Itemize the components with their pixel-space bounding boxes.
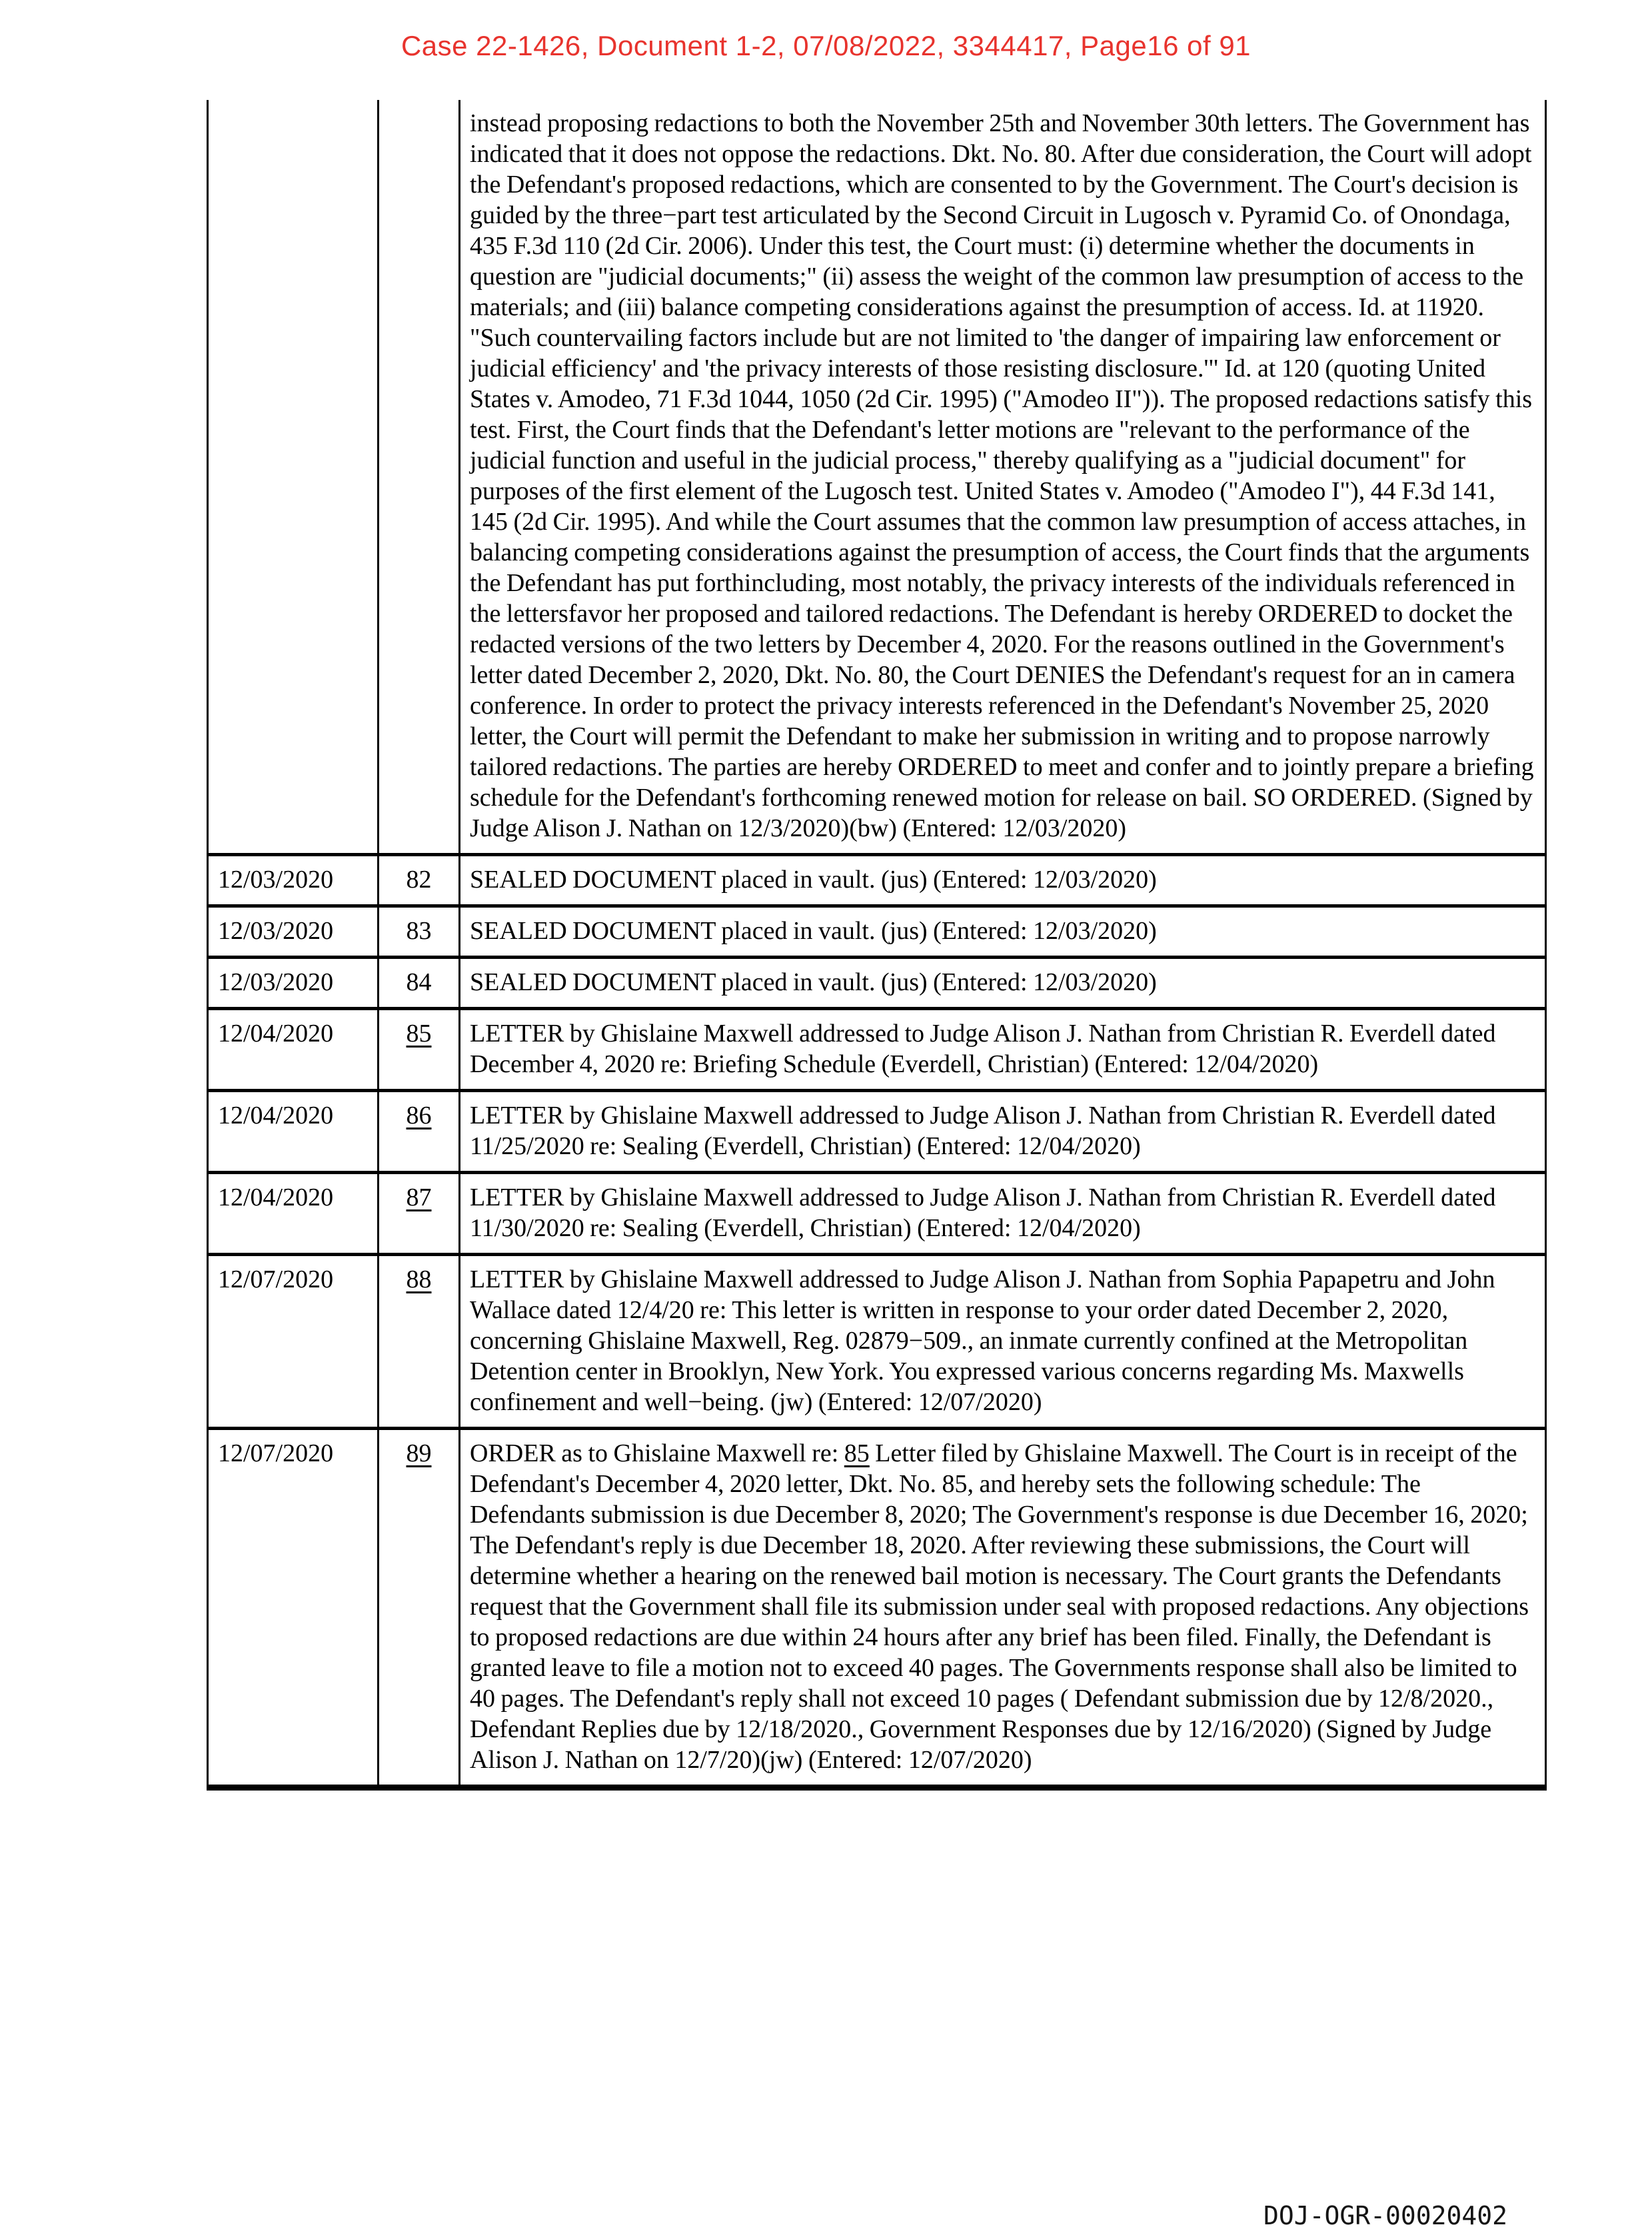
docket-row (208, 1009, 1546, 1091)
docket-row-date: 12/04/2020 (208, 1009, 379, 1091)
docket-row-date: 12/07/2020 (208, 1255, 379, 1429)
docket-entry-number-link[interactable]: 88 (406, 1265, 432, 1293)
docket-row (208, 1173, 1546, 1255)
docket-row-date (208, 100, 379, 855)
docket-entry-number-link[interactable]: 87 (406, 1183, 432, 1211)
docket-entry-number: 84 (406, 968, 432, 996)
description-text: LETTER by Ghislaine Maxwell addressed to Judge Alison J. Nathan from Sophia Papapetru and John Wallace dated 12/4/20 re: This letter is written in response to your order dated December 2, 2020, concerning Ghislaine Maxwell, Reg. 02879−509., an inmate currently confined at the Metropolitan Detention center in Brooklyn, New York. You expressed various concerns regarding Ms. Maxwells confinement and well−being. (jw) (Entered: 12/07/2020) (470, 1265, 1495, 1416)
description-text: SEALED DOCUMENT placed in vault. (jus) (Entered: 12/03/2020) (470, 968, 1157, 996)
docket-row-number-cell (379, 1173, 460, 1255)
description-text: SEALED DOCUMENT placed in vault. (jus) (Entered: 12/03/2020) (470, 866, 1157, 894)
docket-row-description (460, 855, 1546, 906)
docket-row-date: 12/07/2020 (208, 1429, 379, 1788)
docket-row-number-cell (379, 906, 460, 958)
description-text: instead proposing redactions to both the November 25th and November 30th letters. The Government has indicated that it does not oppose the redactions. Dkt. No. 80. After due consideration, the Court will adopt the Defendant's proposed redactions, which are consented to by the Government. The Court's decision is guided by the three−part test articulated by the Second Circuit in Lugosch v. Pyramid Co. of Onondaga, 435 F.3d 110 (2d Cir. 2006). Under this test, the Court must: (i) determine whether the documents in question are "judicial documents;" (ii) assess the weight of the common law presumption of access to the materials; and (iii) balance competing considerations against the presumption of access. Id. at 11920. "Such countervailing factors include but are not limited to 'the danger of impairing law enforcement or judicial efficiency' and 'the privacy interests of those resisting disclosure.'" Id. at 120 (quoting United States v. Amodeo, 71 F.3d 1044, 1050 (2d Cir. 1995) ("Amodeo II")). The proposed redactions satisfy this test. First, the Court finds that the Defendant's letter motions are "relevant to the performance of the judicial function and useful in the judicial process," thereby qualifying as a "judicial document" for purposes of the first element of the Lugosch test. United States v. Amodeo ("Amodeo I"), 44 F.3d 141, 145 (2d Cir. 1995). And while the Court assumes that the common law presumption of access attaches, in balancing competing considerations against the presumption of access, the Court finds that the arguments the Defendant has put forthincluding, most notably, the privacy interests of the individuals referenced in the lettersfavor her proposed and tailored redactions. The Defendant is hereby ORDERED to docket the redacted versions of the two letters by December 4, 2020. For the reasons outlined in the Government's letter dated December 2, 2020, Dkt. No. 80, the Court DENIES the Defendant's request for an in camera conference. In order to protect the privacy interests referenced in the Defendant's November 25, 2020 letter, the Court will permit the Defendant to make her submission in writing and to propose narrowly tailored redactions. The parties are hereby ORDERED to meet and confer and to jointly prepare a briefing schedule for the Defendant's forthcoming renewed motion for release on bail. SO ORDERED. (Signed by Judge Alison J. Nathan on 12/3/2020)(bw) (Entered: 12/03/2020) (470, 109, 1534, 842)
docket-row-date: 12/03/2020 (208, 958, 379, 1009)
docket-row (208, 1091, 1546, 1173)
docket-row (208, 100, 1546, 855)
docket-row-number-cell (379, 958, 460, 1009)
docket-entry-number: 83 (406, 917, 432, 945)
docket-row-description (460, 1009, 1546, 1091)
docket-table-container (207, 100, 1547, 1791)
docket-entry-number-link[interactable]: 89 (406, 1439, 432, 1467)
description-text: ORDER as to Ghislaine Maxwell re: (470, 1439, 844, 1467)
bates-stamp: DOJ-OGR-00020402 (1263, 2201, 1508, 2230)
docket-row (208, 958, 1546, 1009)
docket-entry-number-link[interactable]: 86 (406, 1102, 432, 1129)
docket-row-description (460, 958, 1546, 1009)
docket-row-date: 12/03/2020 (208, 855, 379, 906)
docket-table (207, 100, 1547, 1791)
description-text: SEALED DOCUMENT placed in vault. (jus) (Entered: 12/03/2020) (470, 917, 1157, 945)
docket-row (208, 1429, 1546, 1788)
docket-row-description (460, 1173, 1546, 1255)
docket-row-number-cell (379, 855, 460, 906)
description-text: LETTER by Ghislaine Maxwell addressed to Judge Alison J. Nathan from Christian R. Everdell dated 11/25/2020 re: Sealing (Everdell, Christian) (Entered: 12/04/2020) (470, 1102, 1496, 1160)
description-text: Letter filed by Ghislaine Maxwell. The Court is in receipt of the Defendant's December 4, 2020 letter, Dkt. No. 85, and hereby sets the following schedule: The Defendants submission is due December 8, 2020; The Government's response is due December 16, 2020; The Defendant's reply is due December 18, 2020. After reviewing these submissions, the Court will determine whether a hearing on the renewed bail motion is necessary. The Court grants the Defendants request that the Government shall file its submission under seal with proposed redactions. Any objections to proposed redactions are due within 24 hours after any brief has been filed. Finally, the Defendant is granted leave to file a motion not to exceed 40 pages. The Governments response shall also be limited to 40 pages. The Defendant's reply shall not exceed 10 pages ( Defendant submission due by 12/8/2020., Defendant Replies due by 12/18/2020., Government Responses due by 12/16/2020) (Signed by Judge Alison J. Nathan on 12/7/20)(jw) (Entered: 12/07/2020) (470, 1439, 1529, 1774)
docket-row-description (460, 100, 1546, 855)
docket-row-number-cell (379, 1255, 460, 1429)
docket-row-description (460, 906, 1546, 958)
docket-row (208, 1255, 1546, 1429)
docket-row-date: 12/03/2020 (208, 906, 379, 958)
docket-entry-number: 82 (406, 866, 432, 894)
case-caption-header: Case 22-1426, Document 1-2, 07/08/2022, 3344417, Page16 of 91 (401, 30, 1251, 61)
docket-row-date: 12/04/2020 (208, 1091, 379, 1173)
docket-entry-link[interactable]: 85 (844, 1439, 870, 1467)
description-text: LETTER by Ghislaine Maxwell addressed to Judge Alison J. Nathan from Christian R. Everdell dated 11/30/2020 re: Sealing (Everdell, Christian) (Entered: 12/04/2020) (470, 1183, 1496, 1242)
docket-row-description (460, 1091, 1546, 1173)
docket-row (208, 855, 1546, 906)
docket-row-date: 12/04/2020 (208, 1173, 379, 1255)
description-text: LETTER by Ghislaine Maxwell addressed to Judge Alison J. Nathan from Christian R. Everdell dated December 4, 2020 re: Briefing Schedule (Everdell, Christian) (Entered: 12/04/2020) (470, 1020, 1496, 1078)
docket-row-description (460, 1429, 1546, 1788)
docket-row-number-cell (379, 1091, 460, 1173)
docket-row-number-cell (379, 1009, 460, 1091)
docket-row (208, 906, 1546, 958)
docket-row-number-cell (379, 1429, 460, 1788)
docket-table-body (208, 100, 1546, 1788)
docket-row-number-cell (379, 100, 460, 855)
docket-entry-number-link[interactable]: 85 (406, 1020, 432, 1048)
docket-row-description (460, 1255, 1546, 1429)
